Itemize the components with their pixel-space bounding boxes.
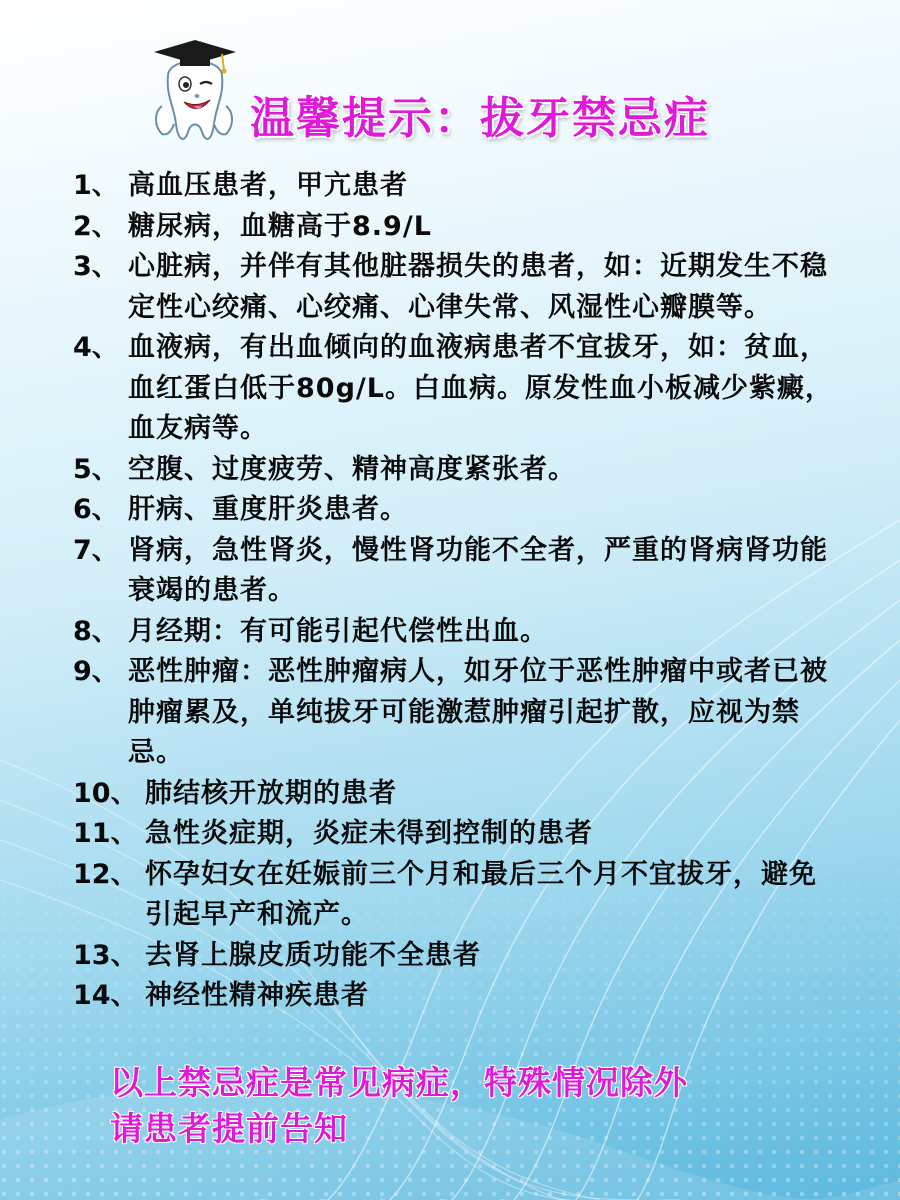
list-item [73, 976, 833, 1017]
footer-line-1: 以上禁忌症是常见病症，特殊情况除外 [110, 1063, 688, 1102]
item-number: 3、 [73, 251, 119, 282]
item-number: 14、 [73, 980, 138, 1011]
item-text: 高血压患者，甲亢患者 [128, 170, 408, 201]
item-text: 急性炎症期，炎症未得到控制的患者 [145, 818, 593, 849]
item-text: 空腹、过度疲劳、精神高度紧张者。 [128, 453, 576, 485]
item-number: 2、 [73, 210, 119, 242]
item-text: 神经性精神疾患者 [145, 980, 369, 1011]
item-text: 心脏病，并伴有其他脏器损失的患者，如：近期发生不稳定性心绞痛、心绞痛、心律失常、风湿性心瓣膜等。 [128, 251, 828, 323]
list-item [73, 490, 833, 531]
item-text: 血液病，有出血倾向的血液病患者不宜拔牙，如：贫血，血红蛋白低于80g/L。白血病。原发性血小板减少紫癜，血友病等。 [128, 332, 833, 444]
item-number: 7、 [73, 534, 119, 566]
item-text: 糖尿病，血糖高于8.9/L [128, 210, 432, 242]
item-number: 6、 [73, 494, 119, 525]
list-item [73, 450, 833, 491]
page-title: 温馨提示：拔牙禁忌症 [250, 93, 710, 144]
item-number: 1、 [73, 170, 119, 201]
list-item [73, 936, 833, 977]
item-number: 10、 [73, 777, 138, 809]
item-number: 12、 [73, 858, 138, 890]
list-item [73, 328, 833, 450]
item-number: 5、 [73, 453, 119, 485]
footer-line-2: 请患者提前告知 [110, 1109, 348, 1148]
item-number: 4、 [73, 332, 119, 363]
item-number: 11、 [73, 818, 138, 849]
item-text: 肾病，急性肾炎，慢性肾功能不全者，严重的肾病肾功能衰竭的患者。 [128, 534, 828, 606]
item-text: 肝病、重度肝炎患者。 [128, 494, 408, 525]
item-text: 肺结核开放期的患者 [145, 777, 397, 809]
item-text: 恶性肿瘤：恶性肿瘤病人，如牙位于恶性肿瘤中或者已被肿瘤累及，单纯拔牙可能激惹肿瘤引起扩散，应视为禁忌。 [128, 656, 828, 768]
list-item [73, 855, 833, 936]
list-item [73, 612, 833, 653]
contraindication-list [73, 166, 833, 1017]
item-text: 月经期：有可能引起代偿性出血。 [128, 615, 548, 647]
list-item [73, 207, 833, 248]
footer-note [110, 1060, 830, 1152]
list-item [73, 774, 833, 815]
tooth-mascot-with-graduation-cap-icon [150, 36, 240, 151]
list-item [73, 652, 833, 774]
item-number: 9、 [73, 656, 119, 687]
item-number: 8、 [73, 615, 119, 647]
list-item [73, 814, 833, 855]
item-text: 怀孕妇女在妊娠前三个月和最后三个月不宜拔牙，避免引起早产和流产。 [145, 858, 817, 930]
list-item [73, 247, 833, 328]
list-item [73, 531, 833, 612]
item-text: 去肾上腺皮质功能不全患者 [145, 939, 481, 971]
item-number: 13、 [73, 939, 138, 971]
list-item [73, 166, 833, 207]
